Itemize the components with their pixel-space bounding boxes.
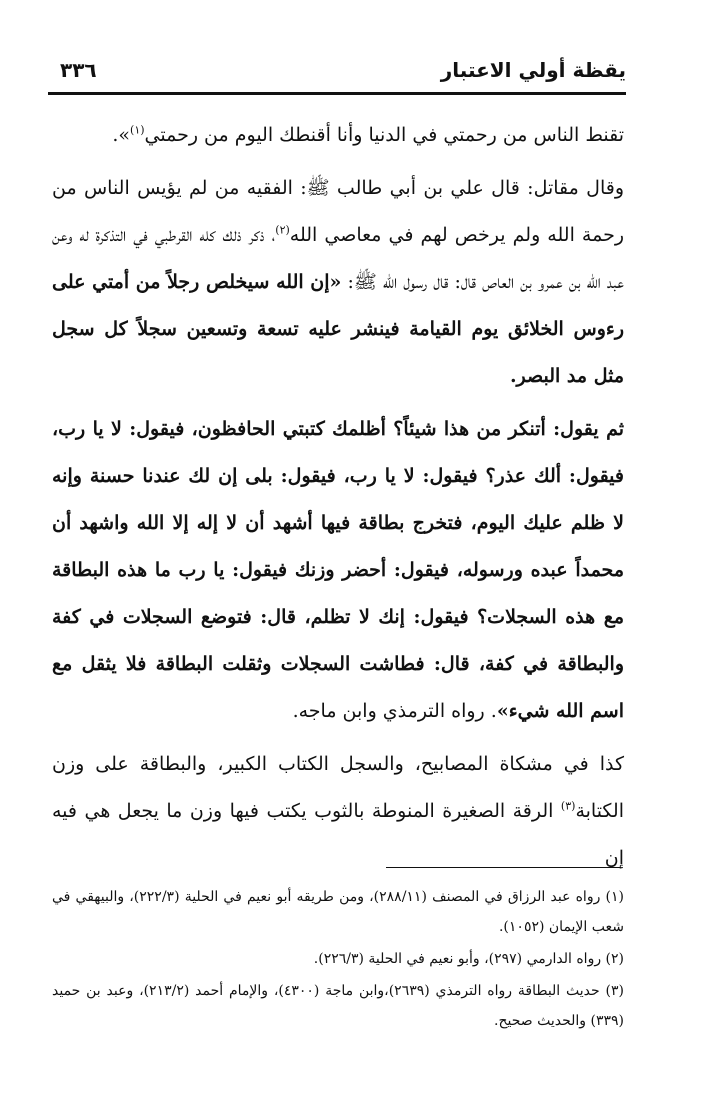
main-text xyxy=(52,112,624,888)
footnote-2: (٢) رواه الدارمي (٢٩٧)، وأبو نعيم في الحلية (٢٢٦/٣). xyxy=(313,951,624,967)
footnote-3: (٣) حديث البطاقة رواه الترمذي (٢٦٣٩)،وابن ماجة (٤٣٠٠)، والإمام أحمد (٢١٣/٢)، وعبد بن حميد (٣٣٩) والحديث صحيح. xyxy=(52,983,624,1029)
paragraph-4 xyxy=(52,741,624,882)
text-run: الرقة الصغيرة المنوطة بالثوب يكتب فيها وزن ما يجعل هي فيه إن xyxy=(52,800,624,869)
hadith-text: ثم يقول: أتنكر من هذا شيئاً؟ أظلمك كتبتي الحافظون، فيقول: لا يا رب، فيقول: ألك عذر؟ فيقول: لا يا رب، فيقول: بلى إن لك عندنا حسنة وإنه لا ظلم عليك اليوم، فتخرج بطاقة فيها أشهد أن لا إله إلا الله واشهد أن محمداً عبده ورسوله، فيقول: أحضر وزنك فيقول: يا رب ما هذه البطاقة مع هذه السجلات؟ فيقول: إنك لا تظلم، قال: فتوضع السجلات في كفة والبطاقة في كفة، قال: فطاشت السجلات وثقلت البطاقة فلا يثقل مع اسم الله شيء» xyxy=(52,418,624,722)
paragraph-2 xyxy=(52,165,624,400)
paragraph-1 xyxy=(52,112,624,159)
page-number: ٣٣٦ xyxy=(60,58,97,82)
text-run: تقنط الناس من رحمتي في الدنيا وأنا أقنطك اليوم من رحمتي xyxy=(144,124,624,146)
footnote-ref: (٣) xyxy=(560,799,576,813)
text-run: كذا في مشكاة المصابيح، والسجل الكتاب الكبير، والبطاقة على وزن الكتابة xyxy=(52,753,624,822)
footnote-ref: (٢) xyxy=(275,223,290,237)
paragraph-3 xyxy=(52,406,624,735)
text-run: . رواه الترمذي وابن ماجه. xyxy=(292,700,497,722)
running-title: يقظة أولي الاعتبار xyxy=(440,58,626,82)
text-run: ، ذكر ذلك كله القرطبي في التذكرة له وعن عبد الله بن عمرو بن العاص قال: قال رسول الله ﷺ: xyxy=(52,224,624,293)
footnote-1: (١) رواه عبد الرزاق في المصنف (٢٨٨/١١)، ومن طريقه أبو نعيم في الحلية (٢٢٢/٣)، والبيهقي في شعب الإيمان (١٠٥٢). xyxy=(52,889,624,935)
footnote-ref: (١) xyxy=(130,123,145,137)
text-run: ». xyxy=(112,124,131,146)
text-run: وقال مقاتل: قال علي بن أبي طالب ﷺ: الفقيه من لم يؤيس الناس من رحمة الله ولم يرخص لهم في معاصي الله xyxy=(52,177,625,246)
footnote-separator xyxy=(386,867,621,868)
footnotes xyxy=(52,882,624,1038)
page-header xyxy=(48,52,626,95)
hadith-text: «إن الله سيخلص رجلاً من أمتي على رءوس الخلائق يوم القيامة فينشر عليه تسعة وتسعين سجلاً كل سجل مثل مد البصر. xyxy=(52,271,624,387)
